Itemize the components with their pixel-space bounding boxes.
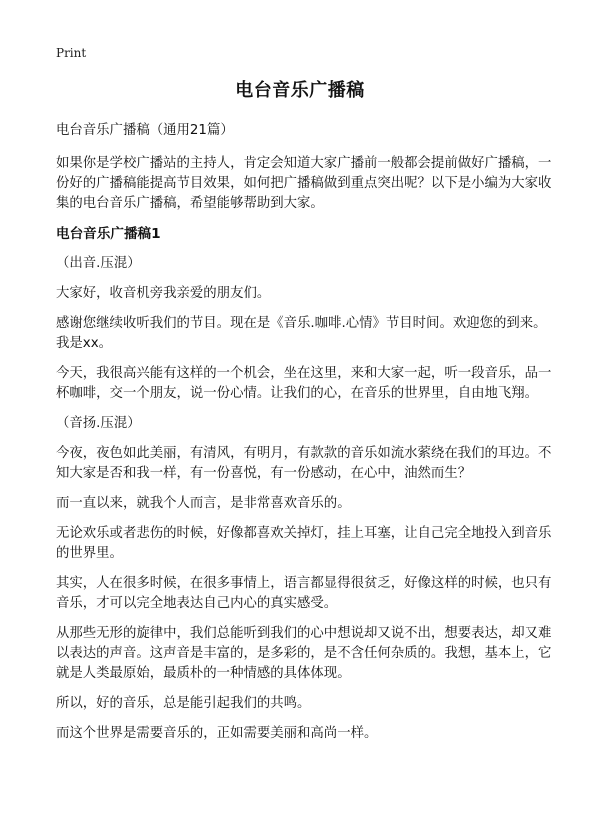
document-subtitle: 电台音乐广播稿（通用21篇） [56, 123, 234, 138]
paragraph: （出音.压混） [56, 256, 141, 271]
document-body [56, 121, 556, 754]
paragraph: 其实，人在很多时候，在很多事情上，语言都显得很贫乏，好像这样的时候，也只有音乐，才可以完全地表达自己内心的真实感受。 [56, 576, 552, 611]
paragraph: 所以，好的音乐，总是能引起我们的共鸣。 [56, 696, 311, 711]
print-label[interactable]: Print [56, 46, 87, 60]
paragraph: （音扬.压混） [56, 416, 141, 431]
paragraph: 今天，我很高兴能有这样的一个机会，坐在这里，来和大家一起，听一段音乐，品一杯咖啡，交一个朋友，说一份心情。让我们的心，在音乐的世界里，自由地飞翔。 [56, 366, 552, 401]
page-title: 电台音乐广播稿 [235, 80, 365, 101]
paragraph: 今夜，夜色如此美丽，有清风，有明月，有款款的音乐如流水萦绕在我们的耳边。不知大家是否和我一样，有一份喜悦，有一份感动，在心中，油然而生？ [56, 446, 552, 481]
paragraph: 无论欢乐或者悲伤的时候，好像都喜欢关掉灯，挂上耳塞，让自己完全地投入到音乐的世界里。 [56, 526, 552, 561]
paragraph: 从那些无形的旋律中，我们总能听到我们的心中想说却又说不出，想要表达，却又难以表达的声音。这声音是丰富的，是多彩的，是不含任何杂质的。我想，基本上，它就是人类最原始，最质朴的一种情感的具体体现。 [56, 626, 552, 681]
section-heading: 电台音乐广播稿1 [56, 226, 161, 242]
paragraph: 感谢您继续收听我们的节目。现在是《音乐.咖啡.心情》节目时间。欢迎您的到来。我是xx。 [56, 316, 547, 351]
intro-paragraph: 如果你是学校广播站的主持人，肯定会知道大家广播前一般都会提前做好广播稿，一份好的广播稿能提高节目效果，如何把广播稿做到重点突出呢？以下是小编为大家收集的电台音乐广播稿，希望能够帮助到大家。 [56, 156, 552, 211]
paragraph: 而一直以来，就我个人而言，是非常喜欢音乐的。 [56, 496, 351, 511]
paragraph: 大家好，收音机旁我亲爱的朋友们。 [56, 286, 271, 301]
paragraph: 而这个世界是需要音乐的，正如需要美丽和高尚一样。 [56, 726, 378, 741]
